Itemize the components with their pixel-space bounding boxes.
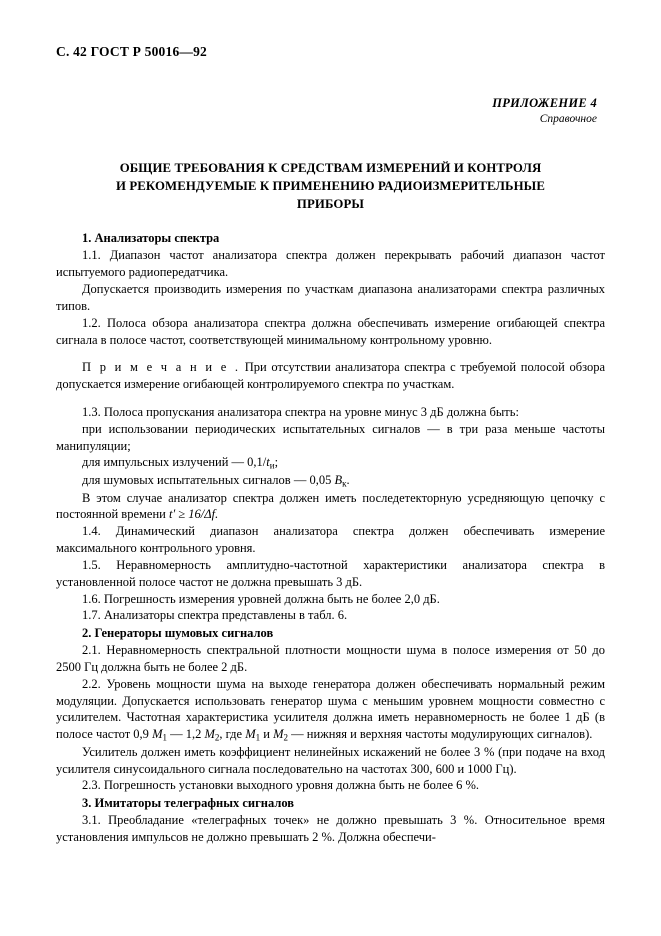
- p22-m1b-sub: 1: [255, 732, 261, 743]
- section-heading-telegraph-simulators: 3. Имитаторы телеграфных сигналов: [82, 796, 295, 811]
- page-title-line-3: ПРИБОРЫ: [296, 197, 365, 212]
- paragraph-1-3-d: [56, 490, 605, 524]
- p13d-formula: t′ ≥ 16/Δf.: [168, 507, 219, 522]
- p13b-post: ;: [274, 455, 279, 470]
- p22-a: 2.2. Уровень мощности шума на выходе генератора должен обеспечивать нормальный режим модуляции. Допускается использовать генератор шума с меньшим уровнем мощности совместно с усилителем. Частотная характеристика усилителя должна иметь неравномерность не более 1 дБ (в полосе частот 0,9: [56, 676, 605, 742]
- note-text: При отсутствии анализатора спектра с требуемой полосой обзора допускается измерение огибающей контролируемого спектра по участкам.: [56, 360, 606, 392]
- paragraph-2-3: 2.3. Погрешность установки выходного уровня должна быть не более 6 %.: [82, 778, 480, 793]
- note-label: П р и м е ч а н и е .: [82, 360, 241, 375]
- paragraph-1-6: 1.6. Погрешность измерения уровней должна быть не более 2,0 дБ.: [82, 591, 440, 606]
- p22-end: — нижняя и верхняя частоты модулирующих сигналов).: [288, 727, 593, 742]
- paragraph-1-2: 1.2. Полоса обзора анализатора спектра должна обеспечивать измерение огибающей спектра сигнала в полосе частот, соответствующей минимальному контрольному уровню.: [56, 315, 605, 347]
- note-paragraph: [56, 359, 605, 393]
- p13c-sub: к: [342, 478, 347, 489]
- paragraph-1-3-b: [56, 454, 605, 472]
- p22-and: и: [260, 727, 274, 742]
- p22-m2-sub: 2: [214, 732, 220, 743]
- p13d-pre: В этом случае анализатор спектра должен иметь последетекторную усредняющую цепочку с постоянной времени: [56, 490, 605, 522]
- p13b-sub: и: [269, 460, 275, 471]
- p22-m1: М: [152, 727, 163, 742]
- p13c-var: B: [334, 473, 343, 488]
- section-heading-analyzers: 1. Анализаторы спектра: [82, 231, 220, 246]
- appendix-block: [56, 96, 597, 125]
- p22-m2b-sub: 2: [283, 732, 288, 743]
- paragraph-1-1b: Допускается производить измерения по участкам диапазона анализаторами спектра различных типов.: [56, 282, 605, 313]
- paragraph-1-7: 1.7. Анализаторы спектра представлены в табл. 6.: [82, 608, 348, 623]
- section-heading-noise-generators: 2. Генераторы шумовых сигналов: [82, 626, 274, 641]
- appendix-subtitle: Справочное: [539, 113, 597, 125]
- p13b-pre: для импульсных излучений — 0,1/: [82, 455, 267, 470]
- paragraph-1-3-c: [56, 472, 605, 490]
- p13c-post: .: [346, 473, 350, 488]
- page-title: [64, 159, 597, 213]
- paragraph-1-3: 1.3. Полоса пропускания анализатора спектра на уровне минус 3 дБ должна быть:: [82, 404, 519, 419]
- page-title-line-1: ОБЩИЕ ТРЕБОВАНИЯ К СРЕДСТВАМ ИЗМЕРЕНИЙ И КОНТРОЛЯ: [119, 161, 542, 175]
- page-header: С. 42 ГОСТ Р 50016—92: [56, 44, 207, 59]
- paragraph-1-3-a: при использовании периодических испытательных сигналов — в три раза меньше частоты манипуляции;: [56, 421, 605, 453]
- p22-mid: — 1,2: [166, 727, 205, 742]
- paragraph-2-2-b: Усилитель должен иметь коэффициент нелинейных искажений не более 3 % (при подаче на вход усилителя синусоидального сигнала последовательно на частотах 300, 600 и 1000 Гц).: [56, 744, 605, 776]
- appendix-title: ПРИЛОЖЕНИЕ 4: [492, 96, 597, 110]
- p22-m1b: М: [245, 727, 256, 742]
- paragraph-3-1: 3.1. Преобладание «телеграфных точек» не должно превышать 3 %. Относительное время установления импульсов не должно превышать 2 %. Должна обеспечи-: [56, 813, 605, 845]
- paragraph-1-4: 1.4. Динамический диапазон анализатора спектра должен обеспечивать измерение максимального контрольного уровня.: [56, 524, 605, 556]
- p22-m2: М: [204, 727, 215, 742]
- page-title-line-2: И РЕКОМЕНДУЕМЫЕ К ПРИМЕНЕНИЮ РАДИОИЗМЕРИТЕЛЬНЫЕ: [116, 179, 545, 194]
- p22-tail: , где: [219, 727, 246, 742]
- p22-m2b: М: [273, 727, 284, 742]
- paragraph-2-2: [56, 676, 605, 744]
- paragraph-1-1: 1.1. Диапазон частот анализатора спектра должен перекрывать рабочий диапазон частот испытуемого радиопередатчика.: [56, 248, 605, 280]
- paragraph-2-1: 2.1. Неравномерность спектральной плотности мощности шума в полосе измерения от 50 до 2500 Гц должна быть не более 2 дБ.: [56, 643, 605, 674]
- p22-m1-sub: 1: [162, 732, 167, 743]
- p13b-var: t: [266, 455, 270, 470]
- p13c-pre: для шумовых испытательных сигналов — 0,05: [82, 473, 335, 488]
- paragraph-1-5: 1.5. Неравномерность амплитудно-частотной характеристики анализатора спектра в установленной полосе частот не должна превышать 3 дБ.: [56, 557, 605, 589]
